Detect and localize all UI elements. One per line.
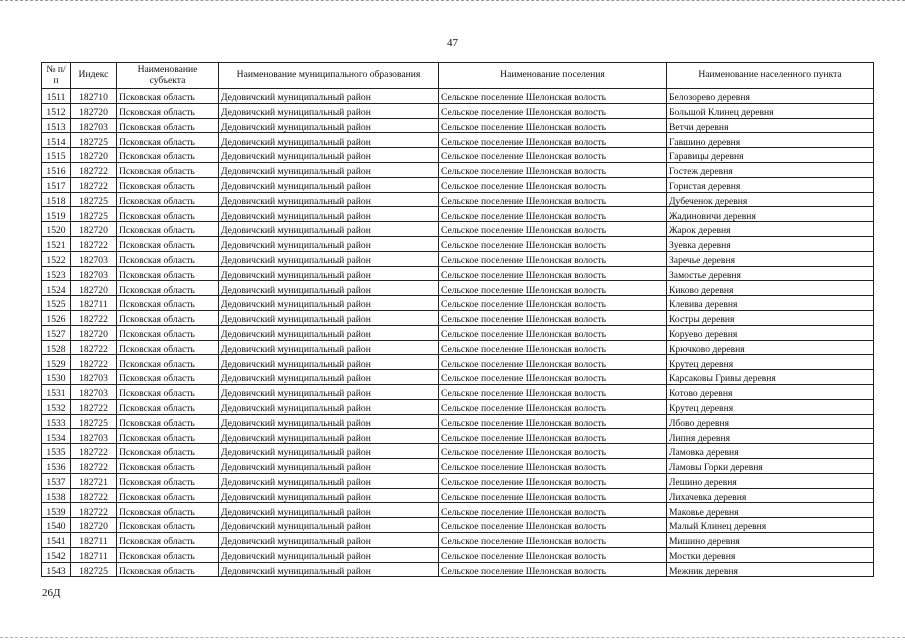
scan-bottom-edge xyxy=(0,634,905,638)
settlement-cell: Сельское поселение Шелонская волость xyxy=(439,547,667,562)
table-row xyxy=(42,414,874,429)
municipality-cell: Дедовичский муниципальный район xyxy=(219,177,439,192)
settlement-cell: Сельское поселение Шелонская волость xyxy=(439,162,667,177)
subject-cell: Псковская область xyxy=(117,192,219,207)
municipality-cell: Дедовичский муниципальный район xyxy=(219,162,439,177)
subject-cell: Псковская область xyxy=(117,296,219,311)
postal-index-cell: 182725 xyxy=(71,207,117,222)
locality-cell: Мишино деревня xyxy=(667,532,874,547)
table-body xyxy=(42,89,874,577)
locality-cell: Лихачевка деревня xyxy=(667,488,874,503)
table-row xyxy=(42,473,874,488)
postal-index-cell: 182722 xyxy=(71,340,117,355)
row-number-cell: 1530 xyxy=(42,370,71,385)
settlement-cell: Сельское поселение Шелонская волость xyxy=(439,236,667,251)
settlement-cell: Сельское поселение Шелонская волость xyxy=(439,355,667,370)
subject-cell: Псковская область xyxy=(117,444,219,459)
header-postal-index: Индекс xyxy=(71,63,117,89)
table-row xyxy=(42,340,874,355)
postal-index-cell: 182722 xyxy=(71,177,117,192)
table-row xyxy=(42,281,874,296)
subject-cell: Псковская область xyxy=(117,532,219,547)
municipality-cell: Дедовичский муниципальный район xyxy=(219,281,439,296)
municipality-cell: Дедовичский муниципальный район xyxy=(219,547,439,562)
subject-cell: Псковская область xyxy=(117,222,219,237)
row-number-cell: 1521 xyxy=(42,236,71,251)
subject-cell: Псковская область xyxy=(117,133,219,148)
locality-cell: Гостеж деревня xyxy=(667,162,874,177)
municipality-cell: Дедовичский муниципальный район xyxy=(219,251,439,266)
settlement-cell: Сельское поселение Шелонская волость xyxy=(439,281,667,296)
municipality-cell: Дедовичский муниципальный район xyxy=(219,266,439,281)
settlement-cell: Сельское поселение Шелонская волость xyxy=(439,118,667,133)
municipality-cell: Дедовичский муниципальный район xyxy=(219,296,439,311)
settlement-cell: Сельское поселение Шелонская волость xyxy=(439,458,667,473)
municipality-cell: Дедовичский муниципальный район xyxy=(219,355,439,370)
postal-index-cell: 182722 xyxy=(71,236,117,251)
subject-cell: Псковская область xyxy=(117,518,219,533)
locality-cell: Карсаковы Гривы деревня xyxy=(667,370,874,385)
subject-cell: Псковская область xyxy=(117,251,219,266)
row-number-cell: 1513 xyxy=(42,118,71,133)
row-number-cell: 1525 xyxy=(42,296,71,311)
settlement-cell: Сельское поселение Шелонская волость xyxy=(439,222,667,237)
subject-cell: Псковская область xyxy=(117,177,219,192)
subject-cell: Псковская область xyxy=(117,473,219,488)
row-number-cell: 1528 xyxy=(42,340,71,355)
subject-cell: Псковская область xyxy=(117,429,219,444)
locality-cell: Большой Клинец деревня xyxy=(667,103,874,118)
table-row xyxy=(42,148,874,163)
table-row xyxy=(42,177,874,192)
locality-cell: Костры деревня xyxy=(667,310,874,325)
settlement-cell: Сельское поселение Шелонская волость xyxy=(439,133,667,148)
row-number-cell: 1511 xyxy=(42,89,71,104)
settlement-cell: Сельское поселение Шелонская волость xyxy=(439,488,667,503)
postal-index-cell: 182703 xyxy=(71,118,117,133)
municipality-cell: Дедовичский муниципальный район xyxy=(219,310,439,325)
postal-index-cell: 182725 xyxy=(71,133,117,148)
locality-cell: Крутец деревня xyxy=(667,355,874,370)
locality-cell: Мостки деревня xyxy=(667,547,874,562)
locality-cell: Крючково деревня xyxy=(667,340,874,355)
table-row xyxy=(42,296,874,311)
subject-cell: Псковская область xyxy=(117,340,219,355)
postal-index-cell: 182703 xyxy=(71,370,117,385)
row-number-cell: 1535 xyxy=(42,444,71,459)
row-number-cell: 1516 xyxy=(42,162,71,177)
table-row xyxy=(42,325,874,340)
settlement-cell: Сельское поселение Шелонская волость xyxy=(439,310,667,325)
municipality-cell: Дедовичский муниципальный район xyxy=(219,458,439,473)
table-row xyxy=(42,458,874,473)
municipality-cell: Дедовичский муниципальный район xyxy=(219,429,439,444)
settlement-cell: Сельское поселение Шелонская волость xyxy=(439,89,667,104)
table-row xyxy=(42,370,874,385)
header-municipality: Наименование муниципального образования xyxy=(219,63,439,89)
table-row xyxy=(42,251,874,266)
row-number-cell: 1537 xyxy=(42,473,71,488)
table-row xyxy=(42,518,874,533)
locality-cell: Межник деревня xyxy=(667,562,874,577)
locality-cell: Малый Клинец деревня xyxy=(667,518,874,533)
locality-cell: Ветчи деревня xyxy=(667,118,874,133)
table-row xyxy=(42,547,874,562)
subject-cell: Псковская область xyxy=(117,355,219,370)
scan-top-edge xyxy=(0,0,905,4)
municipality-cell: Дедовичский муниципальный район xyxy=(219,562,439,577)
settlement-cell: Сельское поселение Шелонская волость xyxy=(439,562,667,577)
table-row xyxy=(42,488,874,503)
locality-cell: Замостье деревня xyxy=(667,266,874,281)
table-row xyxy=(42,266,874,281)
subject-cell: Псковская область xyxy=(117,399,219,414)
row-number-cell: 1514 xyxy=(42,133,71,148)
locality-cell: Заречье деревня xyxy=(667,251,874,266)
table-row xyxy=(42,503,874,518)
row-number-cell: 1538 xyxy=(42,488,71,503)
settlement-cell: Сельское поселение Шелонская волость xyxy=(439,325,667,340)
municipality-cell: Дедовичский муниципальный район xyxy=(219,236,439,251)
municipality-cell: Дедовичский муниципальный район xyxy=(219,488,439,503)
subject-cell: Псковская область xyxy=(117,325,219,340)
row-number-cell: 1515 xyxy=(42,148,71,163)
row-number-cell: 1532 xyxy=(42,399,71,414)
postal-index-cell: 182722 xyxy=(71,399,117,414)
postal-index-cell: 182703 xyxy=(71,429,117,444)
subject-cell: Псковская область xyxy=(117,458,219,473)
locality-cell: Липня деревня xyxy=(667,429,874,444)
postal-index-cell: 182720 xyxy=(71,103,117,118)
municipality-cell: Дедовичский муниципальный район xyxy=(219,503,439,518)
settlement-cell: Сельское поселение Шелонская волость xyxy=(439,177,667,192)
subject-cell: Псковская область xyxy=(117,162,219,177)
postal-index-cell: 182722 xyxy=(71,488,117,503)
municipality-cell: Дедовичский муниципальный район xyxy=(219,325,439,340)
table-row xyxy=(42,207,874,222)
row-number-cell: 1541 xyxy=(42,532,71,547)
row-number-cell: 1527 xyxy=(42,325,71,340)
municipality-cell: Дедовичский муниципальный район xyxy=(219,148,439,163)
settlement-cell: Сельское поселение Шелонская волость xyxy=(439,103,667,118)
postal-index-cell: 182722 xyxy=(71,355,117,370)
row-number-cell: 1539 xyxy=(42,503,71,518)
row-number-cell: 1529 xyxy=(42,355,71,370)
header-settlement: Наименование поселения xyxy=(439,63,667,89)
table-row xyxy=(42,192,874,207)
table-row xyxy=(42,429,874,444)
locality-cell: Ламовка деревня xyxy=(667,444,874,459)
postal-index-cell: 182711 xyxy=(71,296,117,311)
locality-cell: Киково деревня xyxy=(667,281,874,296)
locality-cell: Гавшино деревня xyxy=(667,133,874,148)
postal-index-cell: 182710 xyxy=(71,89,117,104)
row-number-cell: 1540 xyxy=(42,518,71,533)
postal-index-cell: 182703 xyxy=(71,384,117,399)
settlement-cell: Сельское поселение Шелонская волость xyxy=(439,429,667,444)
subject-cell: Псковская область xyxy=(117,562,219,577)
row-number-cell: 1518 xyxy=(42,192,71,207)
subject-cell: Псковская область xyxy=(117,384,219,399)
settlement-cell: Сельское поселение Шелонская волость xyxy=(439,148,667,163)
settlement-cell: Сельское поселение Шелонская волость xyxy=(439,518,667,533)
table-header-row xyxy=(42,63,874,89)
subject-cell: Псковская область xyxy=(117,103,219,118)
row-number-cell: 1526 xyxy=(42,310,71,325)
postal-index-cell: 182720 xyxy=(71,325,117,340)
row-number-cell: 1531 xyxy=(42,384,71,399)
row-number-cell: 1520 xyxy=(42,222,71,237)
settlement-cell: Сельское поселение Шелонская волость xyxy=(439,399,667,414)
municipality-cell: Дедовичский муниципальный район xyxy=(219,222,439,237)
subject-cell: Псковская область xyxy=(117,118,219,133)
municipality-cell: Дедовичский муниципальный район xyxy=(219,340,439,355)
table-row xyxy=(42,103,874,118)
postal-index-cell: 182725 xyxy=(71,414,117,429)
postal-index-cell: 182725 xyxy=(71,562,117,577)
header-row-number: № п/п xyxy=(42,63,71,89)
settlement-cell: Сельское поселение Шелонская волость xyxy=(439,192,667,207)
locality-cell: Маковье деревня xyxy=(667,503,874,518)
table-row xyxy=(42,310,874,325)
locality-cell: Клевива деревня xyxy=(667,296,874,311)
municipality-cell: Дедовичский муниципальный район xyxy=(219,207,439,222)
row-number-cell: 1519 xyxy=(42,207,71,222)
table-row xyxy=(42,162,874,177)
settlement-cell: Сельское поселение Шелонская волость xyxy=(439,384,667,399)
postal-index-cell: 182720 xyxy=(71,518,117,533)
settlement-cell: Сельское поселение Шелонская волость xyxy=(439,503,667,518)
postal-index-cell: 182722 xyxy=(71,310,117,325)
municipality-cell: Дедовичский муниципальный район xyxy=(219,118,439,133)
postal-index-cell: 182711 xyxy=(71,532,117,547)
postal-index-cell: 182722 xyxy=(71,444,117,459)
page-number: 47 xyxy=(447,37,458,49)
municipality-cell: Дедовичский муниципальный район xyxy=(219,89,439,104)
table-row xyxy=(42,384,874,399)
settlement-cell: Сельское поселение Шелонская волость xyxy=(439,266,667,281)
municipality-cell: Дедовичский муниципальный район xyxy=(219,414,439,429)
settlement-cell: Сельское поселение Шелонская волость xyxy=(439,340,667,355)
municipality-cell: Дедовичский муниципальный район xyxy=(219,518,439,533)
postal-index-cell: 182722 xyxy=(71,503,117,518)
locality-cell: Ламовы Горки деревня xyxy=(667,458,874,473)
row-number-cell: 1536 xyxy=(42,458,71,473)
postal-index-cell: 182703 xyxy=(71,251,117,266)
municipality-cell: Дедовичский муниципальный район xyxy=(219,103,439,118)
municipality-cell: Дедовичский муниципальный район xyxy=(219,473,439,488)
municipality-cell: Дедовичский муниципальный район xyxy=(219,192,439,207)
locality-cell: Гаравицы деревня xyxy=(667,148,874,163)
locality-cell: Котово деревня xyxy=(667,384,874,399)
municipality-cell: Дедовичский муниципальный район xyxy=(219,370,439,385)
municipality-cell: Дедовичский муниципальный район xyxy=(219,384,439,399)
subject-cell: Псковская область xyxy=(117,503,219,518)
locality-cell: Лешино деревня xyxy=(667,473,874,488)
row-number-cell: 1543 xyxy=(42,562,71,577)
table-row xyxy=(42,222,874,237)
subject-cell: Псковская область xyxy=(117,414,219,429)
postal-index-cell: 182720 xyxy=(71,281,117,296)
settlements-table xyxy=(41,62,874,577)
subject-cell: Псковская область xyxy=(117,236,219,251)
subject-cell: Псковская область xyxy=(117,266,219,281)
row-number-cell: 1534 xyxy=(42,429,71,444)
table-row xyxy=(42,399,874,414)
row-number-cell: 1517 xyxy=(42,177,71,192)
table-row xyxy=(42,562,874,577)
postal-index-cell: 182721 xyxy=(71,473,117,488)
subject-cell: Псковская область xyxy=(117,370,219,385)
header-subject: Наименование субъекта xyxy=(117,63,219,89)
subject-cell: Псковская область xyxy=(117,281,219,296)
postal-index-cell: 182720 xyxy=(71,222,117,237)
row-number-cell: 1522 xyxy=(42,251,71,266)
row-number-cell: 1524 xyxy=(42,281,71,296)
row-number-cell: 1512 xyxy=(42,103,71,118)
subject-cell: Псковская область xyxy=(117,89,219,104)
postal-index-cell: 182720 xyxy=(71,148,117,163)
municipality-cell: Дедовичский муниципальный район xyxy=(219,133,439,148)
settlement-cell: Сельское поселение Шелонская волость xyxy=(439,370,667,385)
locality-cell: Белозорево деревня xyxy=(667,89,874,104)
settlement-cell: Сельское поселение Шелонская волость xyxy=(439,296,667,311)
subject-cell: Псковская область xyxy=(117,148,219,163)
settlement-cell: Сельское поселение Шелонская волость xyxy=(439,444,667,459)
municipality-cell: Дедовичский муниципальный район xyxy=(219,444,439,459)
locality-cell: Зуевка деревня xyxy=(667,236,874,251)
postal-index-cell: 182711 xyxy=(71,547,117,562)
table-row xyxy=(42,118,874,133)
table-row xyxy=(42,89,874,104)
table-row xyxy=(42,532,874,547)
header-locality: Наименование населенного пункта xyxy=(667,63,874,89)
postal-index-cell: 182725 xyxy=(71,192,117,207)
locality-cell: Дубеченок деревня xyxy=(667,192,874,207)
row-number-cell: 1542 xyxy=(42,547,71,562)
locality-cell: Крутец деревня xyxy=(667,399,874,414)
locality-cell: Лбово деревня xyxy=(667,414,874,429)
settlement-cell: Сельское поселение Шелонская волость xyxy=(439,207,667,222)
subject-cell: Псковская область xyxy=(117,310,219,325)
postal-index-cell: 182722 xyxy=(71,162,117,177)
subject-cell: Псковская область xyxy=(117,488,219,503)
settlement-cell: Сельское поселение Шелонская волость xyxy=(439,532,667,547)
locality-cell: Гористая деревня xyxy=(667,177,874,192)
locality-cell: Жадиновичи деревня xyxy=(667,207,874,222)
table-row xyxy=(42,236,874,251)
settlement-cell: Сельское поселение Шелонская волость xyxy=(439,251,667,266)
subject-cell: Псковская область xyxy=(117,547,219,562)
settlement-cell: Сельское поселение Шелонская волость xyxy=(439,414,667,429)
locality-cell: Жарок деревня xyxy=(667,222,874,237)
settlement-cell: Сельское поселение Шелонская волость xyxy=(439,473,667,488)
footer-code: 26Д xyxy=(42,587,61,599)
table-row xyxy=(42,133,874,148)
row-number-cell: 1523 xyxy=(42,266,71,281)
table-row xyxy=(42,355,874,370)
table-row xyxy=(42,444,874,459)
municipality-cell: Дедовичский муниципальный район xyxy=(219,532,439,547)
municipality-cell: Дедовичский муниципальный район xyxy=(219,399,439,414)
subject-cell: Псковская область xyxy=(117,207,219,222)
row-number-cell: 1533 xyxy=(42,414,71,429)
locality-cell: Коруево деревня xyxy=(667,325,874,340)
postal-index-cell: 182722 xyxy=(71,458,117,473)
postal-index-cell: 182703 xyxy=(71,266,117,281)
